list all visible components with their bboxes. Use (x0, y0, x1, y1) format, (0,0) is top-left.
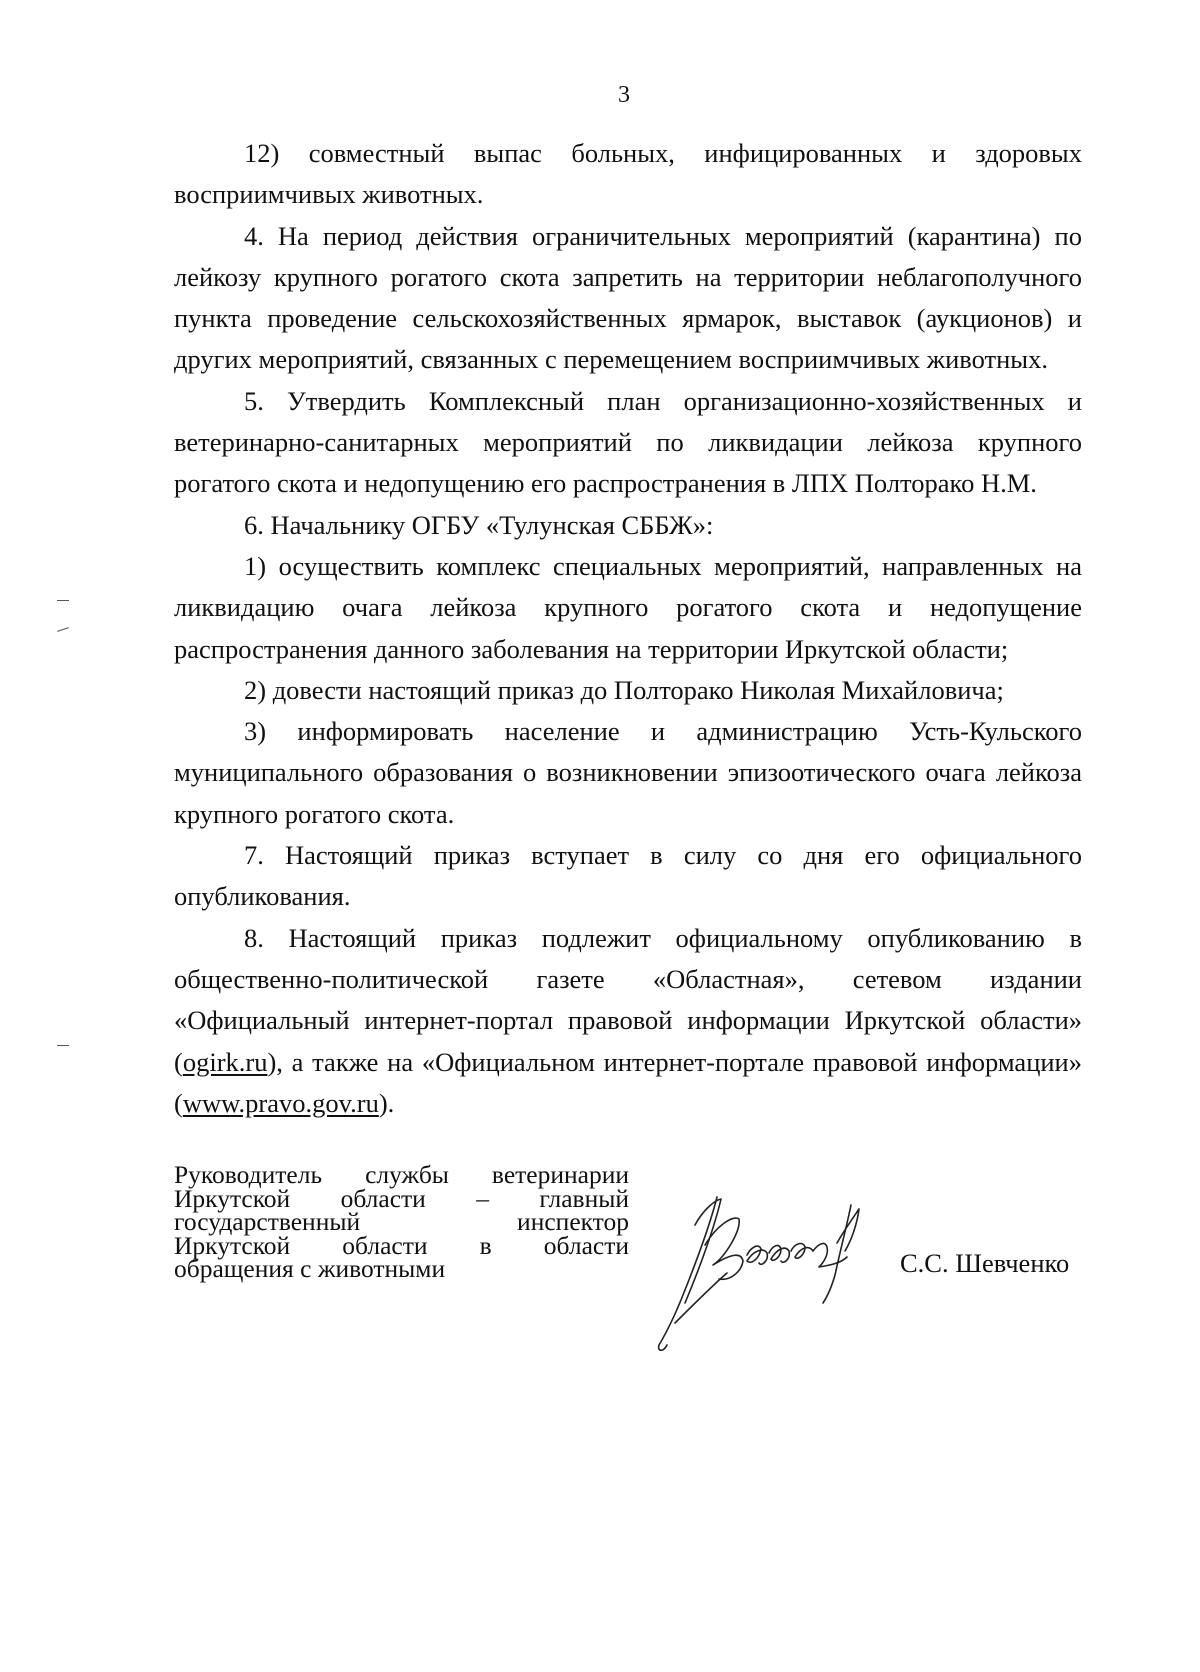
paragraph-6-3: 3) информировать население и администрацию Усть-Кульского муниципального образования о возникновении эпизоотического очага лейкоза крупного рогатого скота. (174, 716, 1082, 829)
scan-mark (57, 627, 69, 632)
document-body (174, 133, 1082, 1124)
position-line: Руководитель службы ветеринарии (174, 1160, 629, 1189)
position-line: обращения с животными (174, 1254, 446, 1283)
paragraph-8-text-before: 8. Настоящий приказ подлежит официальному опубликованию в общественно-политической газете «Областная», сетевом издании «Официальный интернет-портал правовой информации Иркутской области» ( (174, 922, 1082, 1077)
paragraph-8-text-middle: ), а также на «Официальном интернет-портале правовой информации» ( (174, 1046, 1082, 1118)
paragraph-6: 6. Начальнику ОГБУ «Тулунская СББЖ»: (244, 509, 714, 540)
signatory-position (174, 1160, 629, 1283)
paragraph-4: 4. На период действия ограничительных мероприятий (карантина) по лейкозу крупного рогатого скота запретить на территории неблагополучного пункта проведение сельскохозяйственных ярмарок, выставок (аукционов) и других мероприятий, связанных с перемещением восприимчивых животных. (174, 220, 1082, 375)
position-line: государственный инспектор (174, 1207, 629, 1236)
paragraph-6-2: 2) довести настоящий приказ до Полторако Николая Михайловича; (244, 674, 1004, 705)
handwritten-signature (655, 1185, 905, 1360)
paragraph-8 (174, 918, 1082, 1124)
paragraph-5: 5. Утвердить Комплексный план организационно-хозяйственных и ветеринарно-санитарных мероприятий по ликвидации лейкоза крупного рогатого скота и недопущению его распространения в ЛПХ Полторако Н.М. (174, 385, 1082, 499)
ogirk-link[interactable]: ogirk.ru (182, 1046, 268, 1077)
paragraph-8-text-after: ). (378, 1087, 395, 1118)
position-line: Иркутской области в области (174, 1230, 629, 1260)
signer-name: С.С. Шевченко (900, 1248, 1070, 1278)
position-line: Иркутской области – главный (174, 1183, 629, 1213)
scan-mark (57, 600, 69, 601)
paragraph-6-1: 1) осуществить комплекс специальных мероприятий, направленных на ликвидацию очага лейкоза крупного рогатого скота и недопущение распространения данного заболевания на территории Иркутской области; (174, 550, 1082, 664)
paragraph-12: 12) совместный выпас больных, инфицированных и здоровых восприимчивых животных. (174, 138, 1082, 210)
scan-mark (57, 1045, 69, 1046)
pravo-link[interactable]: www.pravo.gov.ru (182, 1087, 379, 1118)
page-number: 3 (618, 82, 630, 108)
paragraph-7: 7. Настоящий приказ вступает в силу со дня его официального опубликования. (174, 840, 1082, 912)
